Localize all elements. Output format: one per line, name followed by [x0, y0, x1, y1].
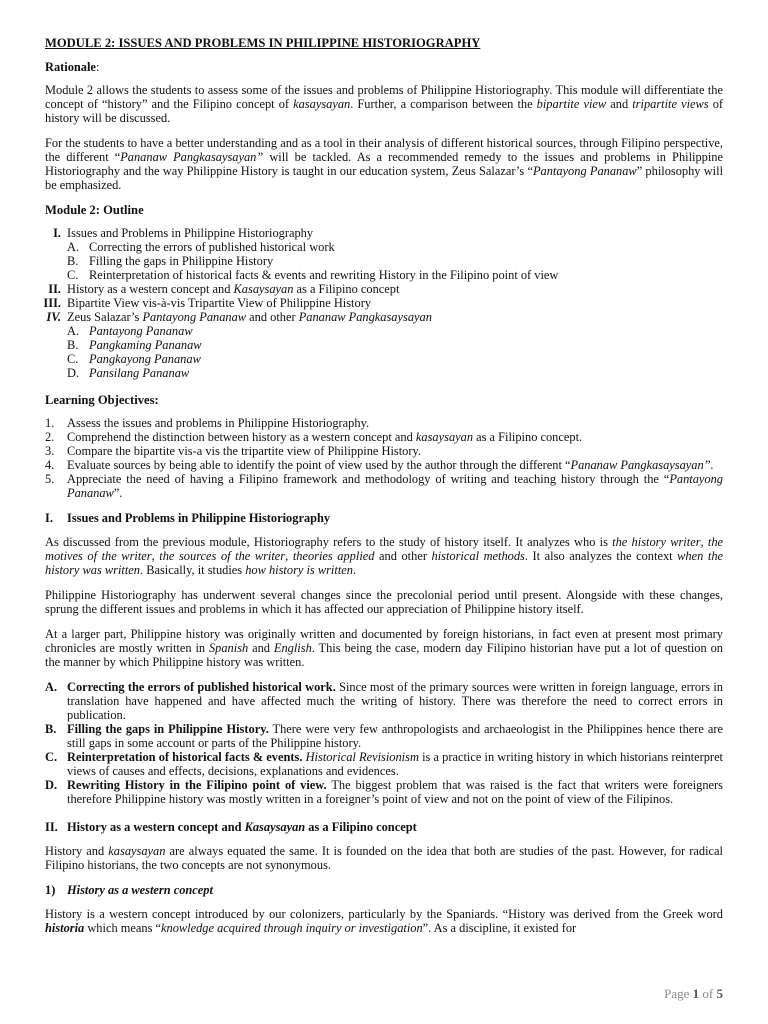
italic-term: knowledge acquired through inquiry or investigation	[161, 921, 423, 935]
italic-term: the history writer	[612, 535, 701, 549]
text-run: will be tackled. As a recommended remedy to the issues and problems in Philippine Historiography and the way Philippine History is taught in our education system, Zeus Salazar’s “	[45, 150, 723, 178]
objective-text: ”.	[113, 486, 123, 500]
text-run: . This being the case, modern day Filipino historian have put a lot of question on the manner by which Philippine history was written.	[45, 641, 723, 669]
issues-list	[45, 680, 723, 806]
italic-term: the sources of the writer	[159, 549, 286, 563]
objectives-heading: Learning Objectives:	[45, 393, 159, 407]
objective-3	[45, 444, 723, 458]
letter-marker: C.	[45, 750, 58, 764]
objective-4	[45, 458, 723, 472]
italic-term: Pananaw Pangkasaysayan	[298, 310, 432, 324]
text-run: which means “	[84, 921, 161, 935]
current-page: 1	[692, 986, 700, 1001]
outline-subitem-pangkaming	[45, 338, 723, 352]
section-1-paragraph-1	[45, 535, 723, 577]
objectives-list	[45, 416, 723, 500]
italic-term: when the history was written	[45, 549, 724, 577]
italic-term: English	[273, 641, 312, 655]
italic-term: historia	[45, 921, 85, 935]
outline-text: Bipartite View vis-à-vis Tripartite View of Philippine History	[67, 296, 372, 310]
roman-numeral: I.	[53, 226, 61, 240]
text-run: History is a western concept introduced by our colonizers, particularly by the Spaniards. “History was derived from the Greek word	[45, 907, 723, 921]
list-number: 2.	[45, 430, 55, 444]
italic-term: Pananaw Pangkasaysayan”.	[570, 458, 714, 472]
objective-text: Compare the bipartite vis-a vis the tripartite view of Philippine History.	[67, 444, 421, 458]
list-number: 4.	[45, 458, 55, 472]
roman-numeral: II.	[45, 820, 58, 834]
letter-marker: B.	[67, 254, 79, 268]
letter-marker: B.	[45, 722, 57, 736]
outline-text: History as a western concept and	[67, 282, 234, 296]
letter-marker: D.	[67, 366, 80, 380]
outline-subitem-a	[45, 240, 723, 254]
text-run: ”. As a discipline, it existed for	[422, 921, 577, 935]
outline-subitem-b	[45, 254, 723, 268]
italic-term: the motives of the writer	[45, 535, 724, 563]
list-number: 3.	[45, 444, 55, 458]
text-run: and other	[374, 549, 432, 563]
section-1-paragraph-2: Philippine Historiography has underwent several changes since the precolonial period until present. Alongside with these changes, sprung the different issues and problems in which it has affected our appreciation of Philippine history itself.	[45, 588, 723, 616]
italic-term: bipartite view	[536, 97, 607, 111]
letter-marker: A.	[67, 240, 80, 254]
outline-item-1	[45, 226, 723, 240]
document-page	[45, 36, 723, 946]
text-run: ,	[700, 535, 708, 549]
letter-marker: A.	[67, 324, 80, 338]
rationale-paragraph-1	[45, 83, 723, 125]
italic-term: Historical Revisionism	[302, 750, 419, 764]
outline-item-4	[45, 310, 723, 324]
page-of: of	[699, 986, 717, 1001]
subsection-number: 1)	[45, 883, 56, 897]
letter-marker: C.	[67, 352, 79, 366]
section-title: Issues and Problems in Philippine Historiography	[67, 511, 331, 525]
issue-b	[45, 722, 723, 750]
outline-text: Zeus Salazar’s	[67, 310, 143, 324]
italic-term: Pantayong Pananaw	[142, 310, 247, 324]
roman-numeral: I.	[45, 511, 53, 525]
issue-title: Rewriting History in the Filipino point of view.	[67, 778, 327, 792]
issue-text: is a practice in writing history in which historians reinterpret views of causes and effects, decisions, explanations and evidences.	[67, 750, 724, 778]
outline-text: Filling the gaps in Philippine History	[89, 254, 274, 268]
objective-text: Assess the issues and problems in Philippine Historiography.	[67, 416, 370, 430]
outline-text: Pansilang Pananaw	[89, 366, 190, 380]
issue-text: There were very few anthropologists and archaeologist in the Philippines hence there are still gaps in some account or parts of the Philippine history.	[67, 722, 723, 750]
roman-numeral: III.	[43, 296, 61, 310]
objective-text: Evaluate sources by being able to identify the point of view used by the author through the different “	[67, 458, 571, 472]
issue-title: Reinterpretation of historical facts & events.	[67, 750, 303, 764]
italic-term: tripartite views	[632, 97, 709, 111]
objective-2	[45, 430, 723, 444]
objective-text: Comprehend the distinction between history as a western concept and	[67, 430, 416, 444]
outline-item-2	[45, 282, 723, 296]
italic-term: Kasaysayan	[233, 282, 294, 296]
rationale-heading: Rationale	[45, 60, 96, 74]
section-2-paragraph-2	[45, 907, 723, 935]
outline-text: as a Filipino concept	[293, 282, 400, 296]
text-run: are always equated the same. It is founded on the idea that both are studies of the past. However, for radical Filipino historians, the two concepts are not synonymous.	[45, 844, 723, 872]
text-run: . It also analyzes the context	[524, 549, 678, 563]
italic-term: Pantayong Pananaw	[532, 164, 637, 178]
objective-text: Appreciate the need of having a Filipino framework and methodology of writing and teaching history through the “	[67, 472, 670, 486]
list-number: 5.	[45, 472, 55, 486]
section-title: History as a western concept and	[67, 820, 245, 834]
outline-text: Issues and Problems in Philippine Historiography	[67, 226, 314, 240]
text-run: Module 2 allows the students to assess some of the issues and problems of Philippine Historiography. This module will differentiate the concept of “history” and the Filipino concept of	[45, 83, 723, 111]
text-run: ,	[285, 549, 293, 563]
letter-marker: C.	[67, 268, 79, 282]
issue-title: Filling the gaps in Philippine History.	[67, 722, 269, 736]
text-run: . Basically, it studies	[140, 563, 246, 577]
page-number-footer	[664, 986, 723, 1002]
roman-numeral: II.	[48, 282, 61, 296]
objective-text: as a Filipino concept.	[473, 430, 583, 444]
italic-term: Spanish	[208, 641, 249, 655]
issue-text: The biggest problem that was raised is the fact that writers were foreigners therefore Philippine history was mostly written in a foreigner’s point of view and not on the point of view of the Filipinos.	[67, 778, 723, 806]
rationale-paragraph-2	[45, 136, 723, 192]
text-run: and	[606, 97, 633, 111]
text-run: For the students to have a better understanding and as a tool in their analysis of different historical sources, through Filipino perspective, the different “	[45, 136, 723, 164]
module-title: MODULE 2: ISSUES AND PROBLEMS IN PHILIPPINE HISTORIOGRAPHY	[45, 36, 481, 50]
objective-5	[45, 472, 723, 500]
outline-subitem-c	[45, 268, 723, 282]
text-run: . Further, a comparison between the	[350, 97, 537, 111]
outline-item-3	[45, 296, 723, 310]
section-2-heading	[45, 820, 723, 834]
italic-term: how history is written	[245, 563, 353, 577]
issue-c	[45, 750, 723, 778]
italic-term: Kasaysayan	[244, 820, 306, 834]
italic-term: kasaysayan	[415, 430, 474, 444]
outline-text: Pangkayong Pananaw	[89, 352, 201, 366]
text-run: of history will be discussed.	[45, 97, 724, 125]
outline-text: and other	[246, 310, 299, 324]
italic-term: kasaysayan	[293, 97, 351, 111]
outline-text: Pantayong Pananaw	[89, 324, 193, 338]
roman-numeral: IV.	[46, 310, 61, 324]
text-run: and	[248, 641, 274, 655]
italic-term: Pantayong Pananaw	[67, 472, 723, 500]
italic-term: historical methods	[431, 549, 525, 563]
outline-subitem-pansilang	[45, 366, 723, 380]
italic-term: kasaysayan	[108, 844, 166, 858]
objective-1	[45, 416, 723, 430]
outline-text: Pangkaming Pananaw	[89, 338, 202, 352]
section-title: as a Filipino concept	[305, 820, 417, 834]
section-1-heading	[45, 511, 723, 525]
issue-title: Correcting the errors of published historical work.	[67, 680, 336, 694]
total-pages: 5	[716, 986, 723, 1001]
letter-marker: D.	[45, 778, 58, 792]
list-number: 1.	[45, 416, 55, 430]
issue-text: Since most of the primary sources were written in foreign language, errors in translation have happened and have affected much the writing of history. There was therefore the need to correct errors in publication.	[67, 680, 724, 722]
text-run: As discussed from the previous module, Historiography refers to the study of history itself. It analyzes who is	[45, 535, 613, 549]
text-run: .	[352, 563, 357, 577]
text-run: History and	[45, 844, 109, 858]
outline-subitem-pantayong	[45, 324, 723, 338]
outline-subitem-pangkayong	[45, 352, 723, 366]
letter-marker: A.	[45, 680, 58, 694]
section-1-paragraph-3	[45, 627, 723, 669]
text-run: ,	[151, 549, 160, 563]
text-run: ” philosophy will be emphasized.	[45, 164, 724, 192]
outline-heading: Module 2: Outline	[45, 203, 144, 217]
issue-a	[45, 680, 723, 722]
italic-term: Pananaw Pangkasaysayan”	[120, 150, 264, 164]
subsection-title: History as a western concept	[67, 883, 213, 897]
outline-text: Reinterpretation of historical facts & events and rewriting History in the Filipino point of view	[89, 268, 559, 282]
outline-list	[45, 226, 723, 380]
rationale-heading-line: Rationale:	[45, 60, 100, 74]
italic-term: theories applied	[292, 549, 375, 563]
section-2-paragraph-1	[45, 844, 723, 872]
outline-text: Correcting the errors of published historical work	[89, 240, 335, 254]
issue-d	[45, 778, 723, 806]
subsection-1-heading	[45, 883, 723, 897]
letter-marker: B.	[67, 338, 79, 352]
page-label: Page	[664, 986, 693, 1001]
text-run: At a larger part, Philippine history was originally written and documented by foreign historians, in fact even at present most primary chronicles are mostly written in	[45, 627, 723, 655]
